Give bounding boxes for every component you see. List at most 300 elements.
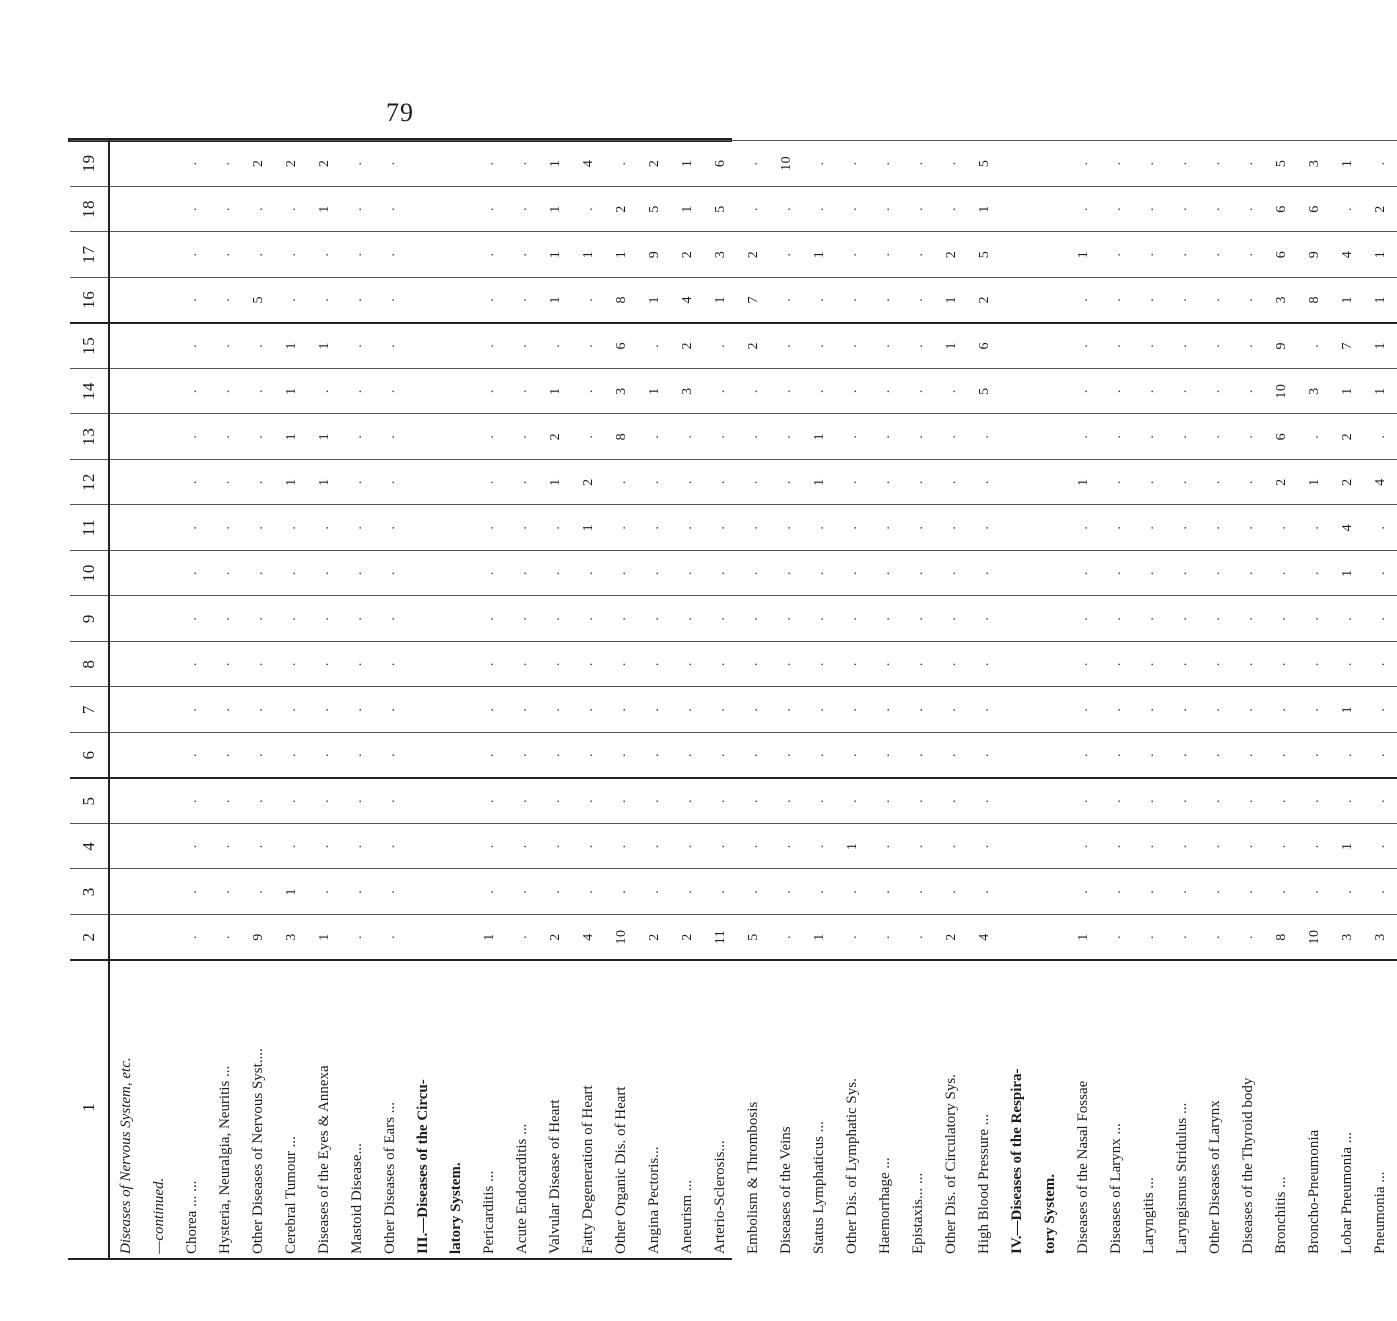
table-cell: . xyxy=(473,232,506,278)
table-cell: . xyxy=(1100,687,1133,733)
table-cell: . xyxy=(341,368,374,414)
table-cell: . xyxy=(1331,778,1364,824)
table-cell: . xyxy=(902,141,935,187)
table-cell: 1 xyxy=(1364,232,1397,278)
table-cell: . xyxy=(704,505,737,551)
row-label: Laryngitis ... xyxy=(1133,960,1166,1260)
table-cell: . xyxy=(1166,414,1199,460)
table-cell: . xyxy=(671,414,704,460)
table-cell: . xyxy=(1166,368,1199,414)
table-cell: . xyxy=(308,869,341,915)
table-cell: . xyxy=(1265,550,1298,596)
table-cell: . xyxy=(737,414,770,460)
row-label: Diseases of the Veins xyxy=(770,960,803,1260)
table-cell: . xyxy=(869,232,902,278)
table-cell: . xyxy=(902,732,935,778)
table-cell: 4 xyxy=(671,277,704,323)
table-row xyxy=(1166,141,1199,1261)
table-cell: 4 xyxy=(572,141,605,187)
table-cell: . xyxy=(374,732,407,778)
table-cell: . xyxy=(374,368,407,414)
table-cell: 1 xyxy=(275,459,308,505)
table-cell xyxy=(1034,869,1067,915)
table-cell: . xyxy=(671,869,704,915)
table-cell: . xyxy=(638,687,671,733)
table-cell xyxy=(143,869,176,915)
row-label: Other Diseases of Ears ... xyxy=(374,960,407,1260)
table-cell: . xyxy=(704,596,737,642)
table-cell xyxy=(1001,414,1034,460)
table-cell xyxy=(143,732,176,778)
table-cell xyxy=(440,277,473,323)
table-row xyxy=(1331,141,1364,1261)
column-number: 1 xyxy=(70,960,109,1260)
table-cell xyxy=(1001,914,1034,960)
table-cell: . xyxy=(275,596,308,642)
table-cell: . xyxy=(1199,914,1232,960)
table-cell: . xyxy=(1199,732,1232,778)
table-cell: . xyxy=(836,505,869,551)
table-cell: 1 xyxy=(1331,550,1364,596)
table-cell: 4 xyxy=(1331,505,1364,551)
table-cell: 2 xyxy=(638,141,671,187)
table-cell: . xyxy=(902,368,935,414)
table-cell: . xyxy=(1331,869,1364,915)
table-cell: . xyxy=(935,687,968,733)
table-cell: . xyxy=(836,550,869,596)
table-cell: 1 xyxy=(1364,277,1397,323)
table-cell: 4 xyxy=(572,914,605,960)
table-cell: . xyxy=(869,596,902,642)
table-cell: . xyxy=(1166,641,1199,687)
table-cell: 1 xyxy=(1067,914,1100,960)
table-cell: . xyxy=(473,368,506,414)
table-cell xyxy=(1001,141,1034,187)
table-cell: . xyxy=(506,323,539,369)
row-label: Other Dis. of Lymphatic Sys. xyxy=(836,960,869,1260)
table-cell: . xyxy=(803,277,836,323)
table-cell: 4 xyxy=(1331,232,1364,278)
table-cell: . xyxy=(1331,186,1364,232)
table-cell: . xyxy=(836,459,869,505)
table-cell: . xyxy=(242,732,275,778)
table-cell: . xyxy=(1364,823,1397,869)
table-cell: . xyxy=(473,550,506,596)
table-cell: . xyxy=(308,641,341,687)
table-cell: . xyxy=(341,323,374,369)
table-cell xyxy=(109,414,143,460)
table-cell: . xyxy=(572,732,605,778)
table-cell: 4 xyxy=(1364,459,1397,505)
table-cell xyxy=(1001,596,1034,642)
table-row xyxy=(109,141,143,1261)
table-cell: . xyxy=(770,596,803,642)
table-rotator xyxy=(70,140,1388,1260)
column-number: 2 xyxy=(70,914,109,960)
table-cell: 4 xyxy=(968,914,1001,960)
table-cell: 1 xyxy=(539,141,572,187)
table-cell: 3 xyxy=(1298,141,1331,187)
table-cell: . xyxy=(836,596,869,642)
table-cell: . xyxy=(803,732,836,778)
table-cell xyxy=(440,368,473,414)
table-cell: . xyxy=(1100,323,1133,369)
table-cell: . xyxy=(1199,368,1232,414)
table-cell xyxy=(109,596,143,642)
table-cell: . xyxy=(572,186,605,232)
table-cell: . xyxy=(1100,869,1133,915)
table-cell: . xyxy=(1100,232,1133,278)
row-label: tory System. xyxy=(1034,960,1067,1260)
table-cell xyxy=(109,641,143,687)
table-cell: . xyxy=(935,778,968,824)
table-cell: . xyxy=(308,232,341,278)
table-cell: 1 xyxy=(308,459,341,505)
table-cell: . xyxy=(1067,414,1100,460)
table-cell: . xyxy=(902,641,935,687)
table-cell: . xyxy=(209,186,242,232)
table-cell: . xyxy=(869,277,902,323)
table-cell: . xyxy=(935,368,968,414)
table-cell xyxy=(1034,368,1067,414)
table-cell: . xyxy=(1364,687,1397,733)
table-cell: . xyxy=(1265,823,1298,869)
table-cell: . xyxy=(1133,823,1166,869)
table-cell: . xyxy=(242,823,275,869)
table-cell xyxy=(109,459,143,505)
table-cell: 2 xyxy=(968,277,1001,323)
table-cell: . xyxy=(308,368,341,414)
table-cell: . xyxy=(1199,641,1232,687)
table-cell: . xyxy=(1166,323,1199,369)
column-number: 7 xyxy=(70,687,109,733)
table-row xyxy=(506,141,539,1261)
table-cell: 2 xyxy=(737,323,770,369)
table-cell: . xyxy=(902,459,935,505)
table-cell: . xyxy=(1133,596,1166,642)
table-cell: . xyxy=(869,186,902,232)
table-cell: . xyxy=(638,550,671,596)
table-cell: . xyxy=(341,414,374,460)
table-cell: . xyxy=(935,414,968,460)
column-number: 3 xyxy=(70,869,109,915)
table-cell: . xyxy=(341,141,374,187)
table-cell xyxy=(440,414,473,460)
table-cell: . xyxy=(308,687,341,733)
table-cell: . xyxy=(374,459,407,505)
table-cell: . xyxy=(242,459,275,505)
table-cell: . xyxy=(242,232,275,278)
row-label: Chorea ... ... xyxy=(176,960,209,1260)
table-cell: 10 xyxy=(605,914,638,960)
table-cell: . xyxy=(737,687,770,733)
table-cell: . xyxy=(341,823,374,869)
table-cell xyxy=(1001,550,1034,596)
row-label: IV.—Diseases of the Respira- xyxy=(1001,960,1034,1260)
table-cell: . xyxy=(473,869,506,915)
table-cell: . xyxy=(539,869,572,915)
table-cell: . xyxy=(1067,869,1100,915)
table-cell: . xyxy=(605,778,638,824)
table-cell: . xyxy=(869,778,902,824)
table-cell: . xyxy=(902,505,935,551)
table-row xyxy=(1067,141,1100,1261)
table-cell: . xyxy=(671,687,704,733)
table-cell: . xyxy=(869,869,902,915)
table-cell: 1 xyxy=(572,505,605,551)
table-cell xyxy=(407,914,440,960)
table-cell: 5 xyxy=(968,368,1001,414)
table-cell: . xyxy=(935,869,968,915)
table-cell: 1 xyxy=(539,186,572,232)
table-cell: . xyxy=(1232,141,1265,187)
table-cell: . xyxy=(1199,277,1232,323)
table-cell xyxy=(109,368,143,414)
table-cell: . xyxy=(1298,323,1331,369)
table-cell: . xyxy=(308,277,341,323)
column-number-row xyxy=(70,141,109,1261)
table-cell: . xyxy=(1166,914,1199,960)
table-cell: . xyxy=(1232,596,1265,642)
table-cell: . xyxy=(902,186,935,232)
table-cell: . xyxy=(341,232,374,278)
table-cell xyxy=(440,687,473,733)
table-cell: 1 xyxy=(1298,459,1331,505)
table-row xyxy=(836,141,869,1261)
table-cell: . xyxy=(275,186,308,232)
table-cell xyxy=(1001,823,1034,869)
table-cell: . xyxy=(539,596,572,642)
table-cell: . xyxy=(704,687,737,733)
table-cell xyxy=(440,823,473,869)
table-cell: 6 xyxy=(1265,414,1298,460)
table-cell: . xyxy=(1067,277,1100,323)
table-cell xyxy=(407,232,440,278)
mortality-table xyxy=(70,140,1397,1260)
table-cell: 2 xyxy=(671,232,704,278)
table-cell: . xyxy=(1067,550,1100,596)
table-cell: . xyxy=(1100,505,1133,551)
table-cell: . xyxy=(1298,550,1331,596)
table-cell: . xyxy=(1298,596,1331,642)
table-cell: . xyxy=(869,641,902,687)
table-cell: 6 xyxy=(1265,186,1298,232)
row-label: Mastoid Disease... xyxy=(341,960,374,1260)
table-cell: 5 xyxy=(242,277,275,323)
table-cell: . xyxy=(506,186,539,232)
row-label: Other Organic Dis. of Heart xyxy=(605,960,638,1260)
table-cell: 2 xyxy=(1331,459,1364,505)
table-cell: . xyxy=(176,505,209,551)
table-row xyxy=(407,141,440,1261)
table-cell: . xyxy=(770,368,803,414)
table-row xyxy=(341,141,374,1261)
table-row xyxy=(1298,141,1331,1261)
table-cell: . xyxy=(968,869,1001,915)
table-cell: . xyxy=(242,687,275,733)
row-label: latory System. xyxy=(440,960,473,1260)
table-cell: . xyxy=(341,778,374,824)
table-cell: . xyxy=(638,459,671,505)
table-cell: . xyxy=(374,687,407,733)
table-cell: . xyxy=(737,368,770,414)
table-cell: . xyxy=(473,687,506,733)
table-cell: . xyxy=(374,141,407,187)
row-label: Arterio-Sclerosis... xyxy=(704,960,737,1260)
table-cell: . xyxy=(737,459,770,505)
row-label: Acute Endocarditis ... xyxy=(506,960,539,1260)
table-cell: . xyxy=(539,323,572,369)
column-number: 5 xyxy=(70,778,109,824)
table-cell: . xyxy=(1232,641,1265,687)
table-cell: . xyxy=(902,869,935,915)
table-cell: 1 xyxy=(803,414,836,460)
table-cell xyxy=(407,869,440,915)
table-cell: 2 xyxy=(308,141,341,187)
table-cell: . xyxy=(1232,914,1265,960)
table-cell: 10 xyxy=(1265,368,1298,414)
table-cell: . xyxy=(1133,914,1166,960)
table-cell xyxy=(143,550,176,596)
table-cell: . xyxy=(209,459,242,505)
table-cell: 1 xyxy=(539,459,572,505)
table-cell: . xyxy=(1331,732,1364,778)
table-cell: . xyxy=(902,596,935,642)
table-cell: . xyxy=(176,596,209,642)
table-cell xyxy=(143,368,176,414)
table-row xyxy=(1232,141,1265,1261)
table-cell: . xyxy=(836,687,869,733)
table-cell: . xyxy=(506,732,539,778)
table-cell: . xyxy=(671,596,704,642)
table-cell: . xyxy=(506,687,539,733)
table-cell xyxy=(1034,823,1067,869)
table-row xyxy=(374,141,407,1261)
row-label: Fatty Degeneration of Heart xyxy=(572,960,605,1260)
table-cell: . xyxy=(341,550,374,596)
table-cell: . xyxy=(770,505,803,551)
row-label: Aneurism ... xyxy=(671,960,704,1260)
column-number: 17 xyxy=(70,232,109,278)
table-cell: . xyxy=(935,505,968,551)
table-cell xyxy=(407,277,440,323)
table-cell: . xyxy=(803,368,836,414)
row-label: Laryngismus Stridulus ... xyxy=(1166,960,1199,1260)
table-cell: . xyxy=(374,596,407,642)
table-cell: . xyxy=(1166,778,1199,824)
table-cell: . xyxy=(836,277,869,323)
table-cell: 1 xyxy=(308,414,341,460)
table-cell: . xyxy=(704,459,737,505)
table-cell xyxy=(109,141,143,187)
table-cell: . xyxy=(209,232,242,278)
table-cell: 10 xyxy=(770,141,803,187)
table-cell xyxy=(1001,459,1034,505)
table-cell: . xyxy=(1199,823,1232,869)
table-row xyxy=(242,141,275,1261)
table-cell: . xyxy=(506,505,539,551)
table-cell: . xyxy=(374,232,407,278)
table-cell: . xyxy=(605,459,638,505)
table-cell: . xyxy=(1133,687,1166,733)
row-label: Valvular Disease of Heart xyxy=(539,960,572,1260)
table-cell: 1 xyxy=(275,323,308,369)
table-cell: . xyxy=(1133,186,1166,232)
table-cell xyxy=(1001,277,1034,323)
table-cell: . xyxy=(1265,778,1298,824)
table-cell: . xyxy=(671,732,704,778)
table-cell xyxy=(407,596,440,642)
table-cell: . xyxy=(473,596,506,642)
table-cell: 2 xyxy=(539,414,572,460)
table-cell: . xyxy=(968,823,1001,869)
table-cell: . xyxy=(1133,732,1166,778)
table-cell xyxy=(143,641,176,687)
table-cell xyxy=(1001,505,1034,551)
row-label: Pericarditis ... xyxy=(473,960,506,1260)
table-cell: 1 xyxy=(638,368,671,414)
table-cell: . xyxy=(605,732,638,778)
table-cell: 1 xyxy=(638,277,671,323)
table-cell: . xyxy=(209,732,242,778)
table-cell: . xyxy=(275,687,308,733)
table-cell: . xyxy=(242,414,275,460)
table-cell: . xyxy=(572,641,605,687)
table-cell: . xyxy=(1331,641,1364,687)
table-cell xyxy=(109,869,143,915)
table-cell: 2 xyxy=(671,914,704,960)
table-cell: . xyxy=(242,186,275,232)
table-cell: . xyxy=(506,823,539,869)
table-cell: . xyxy=(176,414,209,460)
table-cell xyxy=(109,277,143,323)
table-cell: . xyxy=(1100,277,1133,323)
table-cell: . xyxy=(374,550,407,596)
table-cell: . xyxy=(275,550,308,596)
table-cell: . xyxy=(605,687,638,733)
table-cell: . xyxy=(770,550,803,596)
table-cell: 1 xyxy=(275,869,308,915)
table-cell: . xyxy=(1166,232,1199,278)
table-cell: . xyxy=(704,641,737,687)
table-cell: . xyxy=(869,550,902,596)
table-cell: . xyxy=(704,869,737,915)
table-cell: 1 xyxy=(836,823,869,869)
table-cell xyxy=(143,823,176,869)
table-cell: . xyxy=(1232,869,1265,915)
table-cell: . xyxy=(902,323,935,369)
table-cell: . xyxy=(1166,505,1199,551)
table-cell xyxy=(1001,778,1034,824)
table-cell: . xyxy=(341,914,374,960)
table-cell: . xyxy=(836,141,869,187)
column-number: 6 xyxy=(70,732,109,778)
table-cell: . xyxy=(572,368,605,414)
table-cell xyxy=(1001,368,1034,414)
table-row xyxy=(1133,141,1166,1261)
table-cell: . xyxy=(341,505,374,551)
row-label: Diseases of Nervous System, etc. xyxy=(109,960,143,1260)
table-cell: 1 xyxy=(1331,368,1364,414)
table-cell: 1 xyxy=(308,186,341,232)
rotated-table-area xyxy=(70,140,1388,1260)
table-cell xyxy=(109,323,143,369)
table-cell: . xyxy=(935,141,968,187)
row-label: Diseases of Larynx ... xyxy=(1100,960,1133,1260)
table-cell: . xyxy=(341,277,374,323)
table-cell: . xyxy=(803,778,836,824)
table-cell xyxy=(143,277,176,323)
